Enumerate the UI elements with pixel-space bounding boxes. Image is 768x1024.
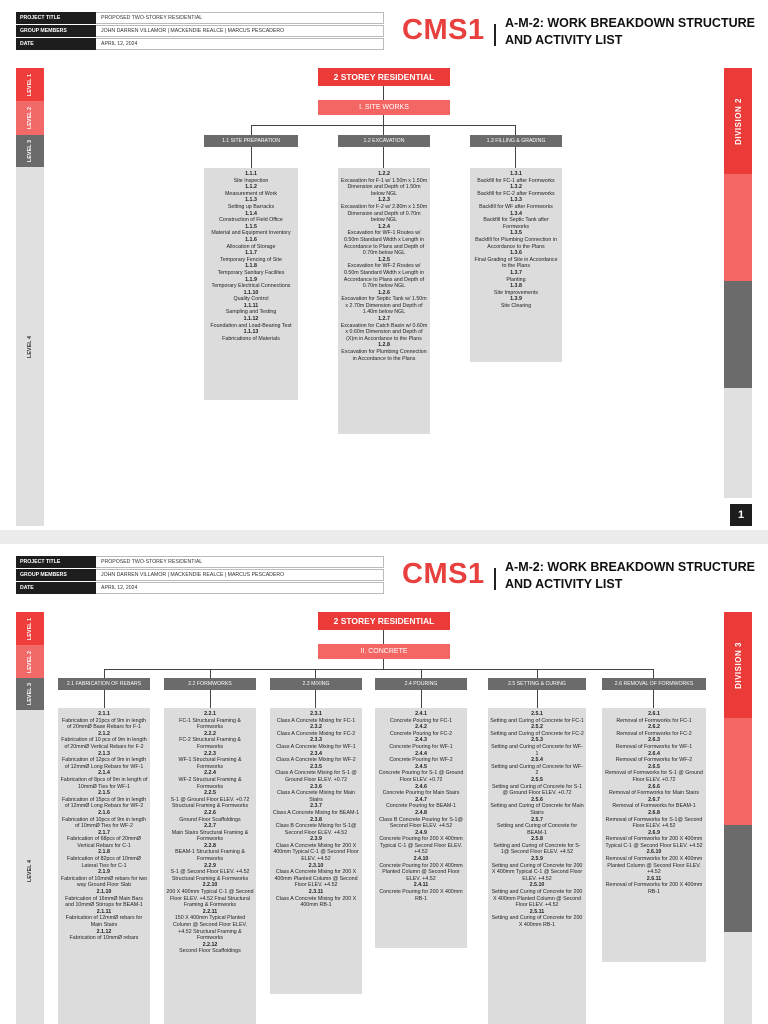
activity-description: Fabrication of 68pcs of 20mmØ Vertical Rebars for C-1: [67, 836, 141, 849]
date-value: APRIL 12, 2024: [96, 38, 384, 50]
connector: [210, 669, 211, 678]
activity-description: S-1 @ Second Floor ELEV. +4.52 Structural Framing & Formworks: [170, 869, 250, 882]
activity-description: Setting and Curing of Concrete for 200 X 400mm Typical C-1 @ Second Floor ELEV. +4.52: [491, 862, 583, 882]
activity-description: Setting and Curing of Concrete for S-1@ Second Floor ELEV. +4.52: [493, 842, 581, 856]
activity-code: 1.1.7: [245, 250, 257, 257]
activity-code: 2.5.8: [531, 836, 543, 843]
activity-code: 2.6.3: [648, 737, 660, 744]
connector: [421, 669, 422, 678]
division-seg-2: [724, 718, 752, 825]
activity-description: Removal of Formworks for S-1 @ Ground Floor ELEV. +0.72: [605, 770, 703, 783]
activity-list: [602, 708, 706, 962]
activity-description: Allocation of Storage: [226, 243, 276, 250]
activity-description: Removal of Formworks for Main Stairs: [608, 790, 700, 797]
activity-code: 1.2.6: [378, 289, 390, 296]
activity-description: Setting and Curing of Concrete for S-1 @ Ground Floor ELEV. +0.72: [491, 783, 583, 797]
activity-code: 2.3.10: [308, 862, 324, 869]
activity-description: 150 X 400mm Typical Planted Column @ Second Floor ELEV. +4.52 Structural Framing & Formworks: [172, 915, 248, 942]
activity-description: Removal of Formworks for 200 X 400mm Planted Column @ Second Floor ELEV. +4.52: [605, 856, 703, 876]
activity-description: Removal of Formworks for 200 X 400mm RB-1: [605, 882, 703, 896]
division-label: DIVISION 3: [724, 612, 752, 718]
activity-description: Material and Equipment Inventory: [211, 230, 291, 237]
connector: [653, 690, 654, 708]
activity-code: 1.3.3: [510, 197, 522, 204]
activity-code: 2.3.8: [310, 816, 322, 823]
division-strip: [724, 612, 752, 1024]
activity-code: 1.3.2: [510, 184, 522, 191]
activity-description: Fabrication of 21pcs of 9m in length of 20mmØ Base Rebars for F-1: [62, 717, 146, 731]
sheet-page-2: [0, 544, 768, 1024]
activity-code: 2.5.4: [531, 757, 543, 764]
level-strip: [16, 68, 44, 526]
activity-description: Temporary Sanitary Facilites: [217, 269, 285, 276]
activity-description: Setting and Curing of Concrete for FC-2: [490, 730, 584, 737]
activity-description: Backfill for FC-1 after Formworks: [477, 177, 555, 184]
activity-description: Removal of Formworks for WF-1: [615, 743, 693, 750]
division-label: DIVISION 2: [724, 68, 752, 174]
activity-code: 2.6.6: [648, 783, 660, 790]
activity-code: 2.2.9: [204, 862, 216, 869]
activity-description: Main Stairs Structural Framing & Formworks: [171, 829, 249, 843]
activity-code: 2.5.5: [531, 776, 543, 783]
activity-description: Foundation and Load-Bearing Test: [210, 322, 292, 329]
activity-description: 200 X 400mm Typical C-1 @ Second Floor ELEV. +4.52 Final Structural Framing & Formworks: [166, 889, 254, 909]
activity-description: Class A Concrete Mixing for S-1 @ Ground Floor ELEV. +0.72: [275, 770, 357, 783]
activity-description: Fabrications of Materials: [222, 335, 280, 342]
activity-code: 1.3.7: [510, 269, 522, 276]
activity-description: Removal of Formworks for WF-2: [615, 757, 693, 764]
activity-code: 1.1.4: [245, 210, 257, 217]
level2-node: II. CONCRETE: [318, 644, 450, 659]
activity-code: 2.4.10: [413, 856, 429, 863]
activity-description: Setting and Curing of Concrete for 200 X 400mm Planted Column @ Second Floor ELEV. +4.52: [491, 889, 583, 909]
label-group-members: GROUP MEMBERS: [16, 25, 96, 37]
activity-description: Setting up Barracks: [227, 203, 275, 210]
connector: [383, 659, 384, 669]
activity-description: Class A Concrete Mixing for WF-2: [276, 757, 356, 764]
activity-description: Measurement of Work: [224, 190, 277, 197]
activity-description: Class A Concrete Mixing for Main Stairs: [276, 790, 355, 803]
activity-description: Fabrication of 10mmØ rebars: [69, 935, 139, 942]
connector: [383, 125, 384, 135]
connector: [251, 125, 252, 135]
activity-description: Class A Concrete Mixing for BEAM-1: [272, 809, 360, 816]
connector: [515, 125, 516, 135]
activity-code: 2.2.2: [204, 730, 216, 737]
activity-code: 2.1.12: [96, 928, 112, 935]
activity-code: 1.3.9: [510, 296, 522, 303]
activity-description: Class A Concrete Mixing for 200 X 400mm RB-1: [275, 895, 357, 909]
connector: [315, 690, 316, 708]
activity-description: Fabrication of 12mmØ rebars for Main Stairs: [65, 915, 143, 928]
activity-description: Concrete Pouring for 200 X 400mm RB-1: [379, 889, 463, 902]
activity-description: Concrete Pouring for WF-2: [389, 757, 453, 764]
level-1-tab: LEVEL 1: [16, 612, 44, 645]
activity-code: 2.4.3: [415, 737, 427, 744]
activity-list: [164, 708, 256, 1024]
label-project-title: PROJECT TITLE: [16, 12, 96, 24]
activity-code: 2.2.5: [204, 790, 216, 797]
activity-description: Class A Concrete Mixing for WF-1: [276, 743, 356, 750]
activity-code: 1.1.12: [243, 316, 259, 323]
document-title-line1: A-M-2: WORK BREAKDOWN STRUCTURE: [505, 560, 755, 574]
info-table: [16, 556, 384, 595]
activity-description: Excavation for Plumbing Connection in Accordance to the Plans: [341, 349, 427, 362]
activity-list: [58, 708, 150, 1024]
root-node: 2 STOREY RESIDENTIAL: [318, 612, 450, 630]
activity-description: Class B Concrete Pouring for S-1@ Second Floor ELEV. +4.52: [379, 816, 463, 830]
connector: [383, 147, 384, 168]
activity-description: WF-1 Structural Framing & Formworks: [178, 757, 242, 770]
activity-code: 2.5.3: [531, 737, 543, 744]
activity-code: 1.1.10: [243, 289, 259, 296]
activity-description: Excavation for WF-2 Routes w/ 0.50m Standard Width x Length in Accordance to Plans and Depth of 0.70m below NGL: [343, 263, 425, 290]
activity-description: Fabrication of 8pcs of 9m in length of 10mmØ Ties for WF-1: [60, 776, 148, 790]
connector: [537, 690, 538, 708]
activity-code: 2.3.9: [310, 836, 322, 843]
title-divider: [494, 568, 496, 590]
activity-code: 2.2.11: [202, 908, 218, 915]
activity-description: Site Clearing: [500, 302, 532, 309]
activity-code: 2.5.10: [529, 882, 545, 889]
activity-code: 2.2.7: [204, 823, 216, 830]
activity-description: Site Inspection: [233, 177, 269, 184]
activity-code: 2.6.10: [646, 849, 662, 856]
division-strip: [724, 68, 752, 498]
activity-description: Setting and Curing of Concrete for FC-1: [490, 717, 584, 724]
activity-code: 2.6.11: [646, 875, 662, 882]
activity-code: 2.5.2: [531, 724, 543, 731]
document-title-line1: A-M-2: WORK BREAKDOWN STRUCTURE: [505, 16, 755, 30]
activity-code: 2.1.10: [96, 889, 112, 896]
activity-description: Fabrication of 10mmØ rebars for two way Ground Floor Slab: [60, 875, 148, 889]
division-seg-4: [724, 388, 752, 498]
level2-node: I. SITE WORKS: [318, 100, 450, 115]
activity-code: 2.3.2: [310, 724, 322, 731]
activity-code: 2.3.6: [310, 783, 322, 790]
activity-code: 1.2.8: [378, 342, 390, 349]
activity-code: 2.5.9: [531, 856, 543, 863]
activity-description: Setting and Curing of Concrete for BEAM-1: [496, 823, 578, 836]
activity-code: 1.1.13: [243, 329, 259, 336]
activity-code: 2.1.2: [98, 730, 110, 737]
activity-code: 2.4.2: [415, 724, 427, 731]
activity-description: Concrete Pouring for 200 X 400mm Planted Column @ Second Floor ELEV. +4.52: [379, 862, 463, 882]
activity-code: 2.1.11: [96, 908, 112, 915]
activity-description: Class B Concrete Mixing for S-1@ Second Floor ELEV. +4.52: [275, 823, 357, 836]
activity-description: S-1 @ Ground Floor ELEV. +0.72 Structural Framing & Formworks: [170, 796, 250, 810]
project-title-value: PROPOSED TWO-STOREY RESIDENTIAL: [96, 556, 384, 568]
activity-code: 2.1.4: [98, 770, 110, 777]
activity-description: Quality Control: [233, 296, 269, 303]
group-node: 1.1 SITE PREPARATION: [204, 135, 298, 147]
activity-code: 2.4.11: [413, 882, 429, 889]
level-1-tab: LEVEL 1: [16, 68, 44, 101]
group-node: 2.1 FABRICATION OF REBARS: [58, 678, 150, 690]
activity-code: 1.1.5: [245, 223, 257, 230]
activity-code: 2.4.8: [415, 809, 427, 816]
activity-description: Class A Concrete Mixing for 200 X 400mm Planted Column @ Second Floor ELEV. +4.52: [274, 869, 358, 889]
activity-code: 2.3.11: [308, 889, 324, 896]
activity-code: 1.1.6: [245, 236, 257, 243]
activity-code: 1.1.9: [245, 276, 257, 283]
activity-code: 2.5.6: [531, 796, 543, 803]
activity-description: Removal of Formworks for FC-2: [616, 730, 692, 737]
level-3-tab: LEVEL 3: [16, 678, 44, 710]
activity-code: 2.1.5: [98, 790, 110, 797]
page-gap: [0, 530, 768, 544]
activity-description: Removal of Formworks for BEAM-1: [612, 803, 696, 810]
activity-description: Fabrication of 15pcs of 9m in length of 12mmØ Long Rebars for WF-2: [62, 796, 146, 810]
document-title-line2: AND ACTIVITY LIST: [505, 577, 623, 591]
activity-code: 2.3.1: [310, 711, 322, 717]
root-node: 2 STOREY RESIDENTIAL: [318, 68, 450, 86]
group-members-value: JOHN DARREN VILLAMOR | MACKENDIE REALCE | MARCUS PESCADERO: [96, 25, 384, 37]
activity-code: 2.5.1: [531, 711, 543, 717]
activity-description: Excavation for WF-1 Routes w/ 0.50m Standard Width x Length in Accordance to Plans and Depth of 0.70m below NGL: [343, 230, 425, 257]
activity-code: 2.1.3: [98, 750, 110, 757]
activity-description: Temporary Fencing of Site: [220, 256, 282, 263]
activity-description: Setting and Curing of Concrete for Main Stairs: [490, 803, 584, 816]
division-seg-2: [724, 174, 752, 281]
activity-description: Backfill for Plumbing Connection in Accordance to the Plans: [475, 236, 557, 250]
activity-description: Backfill for Septic Tank after Formworks: [483, 217, 549, 230]
activity-code: 2.1.6: [98, 809, 110, 816]
activity-code: 2.1.8: [98, 849, 110, 856]
activity-description: Temporary Electrical Connections: [211, 283, 291, 290]
activity-description: Fabrication of 82pcs of 10mmØ Lateral Ties for C-1: [67, 856, 141, 869]
connector: [515, 147, 516, 168]
connector: [104, 669, 654, 670]
connector: [383, 86, 384, 100]
activity-description: Setting and Curing of Concrete for 200 X 400mm RB-1: [491, 915, 583, 928]
course-code: CMS1: [402, 14, 485, 46]
group-node: 2.6 REMOVAL OF FORMWORKS: [602, 678, 706, 690]
activity-description: Removal of Formworks for 200 X 400mm Typical C-1 @ Second Floor ELEV. +4.52: [605, 836, 703, 849]
activity-code: 2.4.1: [415, 711, 427, 717]
activity-list: [470, 168, 562, 362]
division-seg-4: [724, 932, 752, 1024]
activity-description: Second Floor Scaffoldings: [179, 948, 241, 955]
activity-code: 1.1.3: [245, 197, 257, 204]
connector: [315, 669, 316, 678]
label-group-members: GROUP MEMBERS: [16, 569, 96, 581]
level-2-tab: LEVEL 2: [16, 645, 44, 678]
activity-code: 1.2.3: [378, 197, 390, 204]
activity-code: 2.2.6: [204, 809, 216, 816]
activity-code: 2.2.4: [204, 770, 216, 777]
activity-description: Fabrication of 12pcs of 9m in length of 12mmØ Long Rebars for WF-1: [62, 757, 146, 770]
activity-code: 1.2.4: [378, 223, 390, 230]
activity-description: Setting and Curing of Concrete for WF-2: [491, 763, 583, 777]
activity-code: 1.1.8: [245, 263, 257, 270]
activity-code: 2.2.12: [202, 941, 218, 948]
connector: [251, 147, 252, 168]
activity-code: 2.3.5: [310, 763, 322, 770]
activity-description: Class A Concrete Mixing for FC-2: [276, 730, 356, 737]
document-title: [505, 559, 755, 593]
activity-description: Excavation for Septic Tank w/ 1.50m x 2.70m Dimension and Depth of 1.40m below NGL: [341, 296, 427, 316]
division-seg-3: [724, 281, 752, 388]
group-node: 1.2 EXCAVATION: [338, 135, 430, 147]
activity-description: Excavation for Catch Basin w/ 0.60m x 0.60m Dimension and Depth of (X)m in Accordance to the Plans: [340, 322, 428, 342]
connector: [653, 669, 654, 678]
activity-code: 2.4.4: [415, 750, 427, 757]
connector: [383, 630, 384, 644]
activity-description: Planting: [506, 276, 526, 283]
connector: [421, 690, 422, 708]
page-number: 1: [730, 504, 752, 526]
level-4-tab: LEVEL 4: [16, 167, 44, 526]
activity-description: Sampling and Testing: [225, 309, 277, 316]
activity-code: 2.6.4: [648, 750, 660, 757]
activity-description: FC-2 Structural Framing & Formworks: [179, 737, 241, 750]
activity-code: 2.3.4: [310, 750, 322, 757]
activity-description: Concrete Pouring for FC-1: [389, 717, 453, 724]
activity-list: [488, 708, 586, 1024]
activity-description: Construction of Field Office: [219, 217, 283, 224]
title-divider: [494, 24, 496, 46]
level-strip: [16, 612, 44, 1024]
activity-description: Site Improvements: [493, 289, 539, 296]
activity-description: Class A Concrete Mixing for 200 X 400mm Typical C-1 @ Second Floor ELEV. +4.52: [273, 842, 359, 863]
activity-code: 2.4.9: [415, 829, 427, 836]
group-node: 2.2 FORMWORKS: [164, 678, 256, 690]
activity-description: Final Grading of Site in Accordance to the Plans: [474, 256, 558, 270]
activity-description: Concrete Pouring for FC-2: [389, 730, 453, 737]
level-4-tab: LEVEL 4: [16, 710, 44, 1024]
activity-code: 1.3.8: [510, 283, 522, 290]
label-project-title: PROJECT TITLE: [16, 556, 96, 568]
level-2-tab: LEVEL 2: [16, 101, 44, 135]
activity-description: BEAM-1 Structural Framing & Formworks: [175, 849, 245, 863]
activity-description: Backfill for FC-2 after Formworks: [477, 190, 555, 197]
activity-list: [204, 168, 298, 400]
activity-code: 1.3.6: [510, 250, 522, 257]
info-table: [16, 12, 384, 51]
connector: [104, 669, 105, 678]
label-date: DATE: [16, 38, 96, 50]
activity-description: Fabrication of 10 pcs of 9m in length of 20mmØ Vertical Rebars for F-2: [61, 737, 147, 750]
activity-code: 1.1.11: [243, 302, 259, 309]
activity-code: 2.4.7: [415, 796, 427, 803]
activity-code: 1.2.2: [378, 171, 390, 177]
document-title: [505, 15, 755, 49]
activity-description: Removal of Formworks for FC-1: [616, 717, 692, 724]
activity-code: 2.3.7: [310, 803, 322, 810]
activity-code: 1.1.1: [245, 171, 257, 177]
activity-code: 2.4.5: [415, 763, 427, 770]
activity-description: FC-1 Structural Framing & Formworks: [179, 717, 241, 731]
level-3-tab: LEVEL 3: [16, 135, 44, 167]
activity-code: 2.2.3: [204, 750, 216, 757]
activity-code: 2.6.9: [648, 829, 660, 836]
activity-code: 2.6.8: [648, 809, 660, 816]
activity-list: [270, 708, 362, 994]
activity-code: 2.4.6: [415, 783, 427, 790]
activity-code: 1.3.1: [510, 171, 522, 177]
activity-code: 2.1.1: [98, 711, 110, 717]
activity-description: Excavation for F-1 w/ 1.50m x 1.50m Dimension and Depth of 1.50m below NGL: [340, 177, 428, 197]
activity-description: Concrete Pouring for S-1 @ Ground Floor ELEV. +0.72: [378, 770, 464, 783]
activity-description: Concrete Pouring for BEAM-1: [385, 803, 457, 810]
activity-list: [338, 168, 430, 434]
document-title-line2: AND ACTIVITY LIST: [505, 33, 623, 47]
activity-description: Fabrication of 16mmØ Main Bars and 10mmØ Stirrups for BEAM-1: [65, 895, 143, 909]
activity-description: Class A Concrete Mixing for FC-1: [276, 717, 356, 724]
activity-code: 2.1.9: [98, 869, 110, 876]
activity-code: 2.6.5: [648, 763, 660, 770]
project-title-value: PROPOSED TWO-STOREY RESIDENTIAL: [96, 12, 384, 24]
activity-code: 2.1.7: [98, 829, 110, 836]
activity-code: 2.5.7: [531, 816, 543, 823]
activity-description: Excavation for F-2 w/ 2.80m x 1.50m Dimension and Depth of 0.70m below NGL: [340, 203, 428, 224]
activity-description: Concrete Pouring for WF-1: [389, 743, 453, 750]
group-node: 2.4 POURING: [375, 678, 467, 690]
connector: [537, 669, 538, 678]
activity-description: WF-2 Structural Framing & Formworks: [178, 776, 242, 790]
activity-description: Setting and Curing of Concrete for WF-1: [491, 743, 583, 757]
activity-code: 2.6.1: [648, 711, 660, 717]
activity-code: 1.3.5: [510, 230, 522, 237]
activity-code: 1.1.2: [245, 184, 257, 191]
activity-description: Ground Floor Scaffoldings: [179, 816, 241, 823]
division-seg-3: [724, 825, 752, 932]
course-code: CMS1: [402, 558, 485, 590]
activity-code: 2.6.2: [648, 724, 660, 731]
activity-description: Backfill for WF after Formworks: [479, 203, 553, 210]
group-node: 2.3 MIXING: [270, 678, 362, 690]
activity-code: 2.6.7: [648, 796, 660, 803]
activity-code: 1.2.7: [378, 316, 390, 323]
label-date: DATE: [16, 582, 96, 594]
activity-description: Fabrication of 10pcs of 9m in length of 10mmØ Ties for WF-2: [62, 816, 146, 830]
activity-code: 2.3.3: [310, 737, 322, 744]
activity-code: 2.2.1: [204, 711, 216, 717]
activity-code: 2.2.10: [202, 882, 218, 889]
activity-code: 2.5.11: [529, 908, 545, 915]
group-node: 2.5 SETTING & CURING: [488, 678, 586, 690]
activity-code: 1.3.4: [510, 210, 522, 217]
connector: [383, 115, 384, 125]
group-node: 1.3 FILLING & GRADING: [470, 135, 562, 147]
group-members-value: JOHN DARREN VILLAMOR | MACKENDIE REALCE | MARCUS PESCADERO: [96, 569, 384, 581]
activity-description: Concrete Pouring for 200 X 400mm Typical C-1 @ Second Floor ELEV. +4.52: [379, 836, 463, 856]
connector: [104, 690, 105, 708]
activity-code: 2.2.8: [204, 842, 216, 849]
activity-code: 1.2.5: [378, 256, 390, 263]
activity-description: Concrete Pouring for Main Stairs: [382, 790, 460, 797]
activity-description: Removal of Formworks for S-1@ Second Floor ELEV. +4.52: [605, 816, 703, 830]
connector: [210, 690, 211, 708]
activity-list: [375, 708, 467, 948]
date-value: APRIL 12, 2024: [96, 582, 384, 594]
